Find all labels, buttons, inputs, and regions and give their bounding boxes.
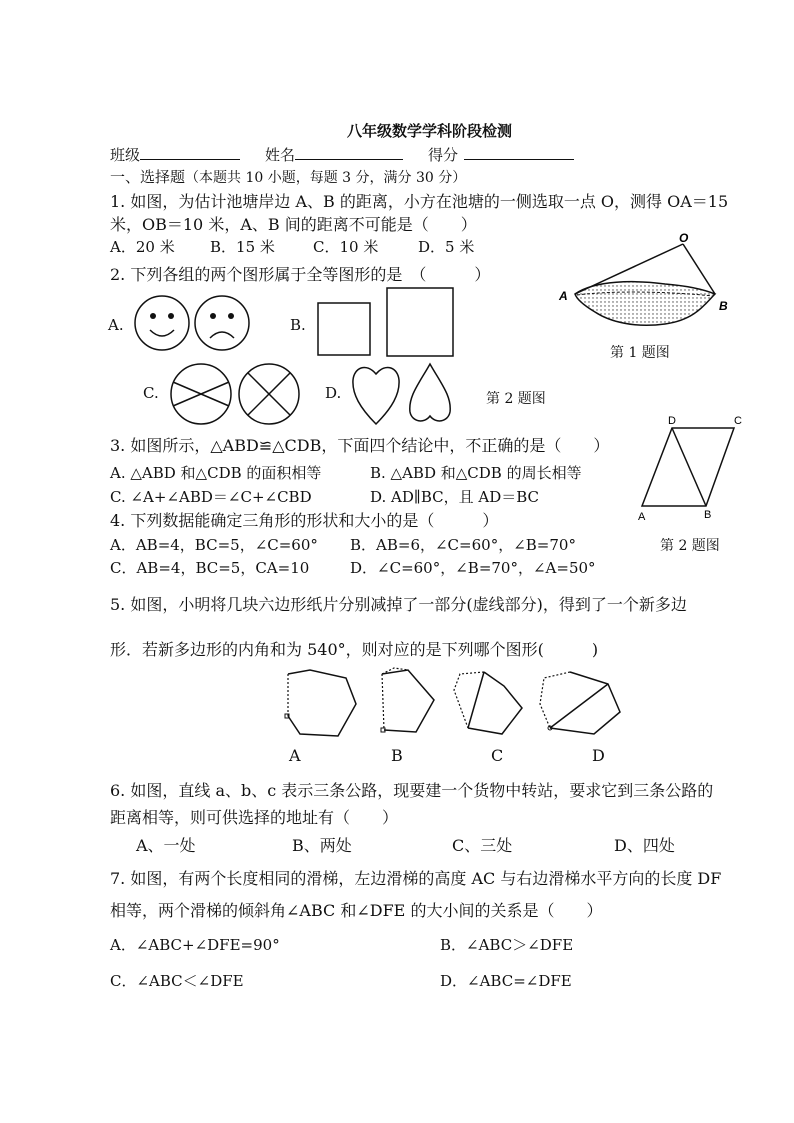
q5-label-b: B — [391, 746, 403, 765]
q1-option-a: A．20 米 — [110, 238, 175, 256]
q1-line1: 1. 如图，为估计池塘岸边 A、B 的距离，小方在池塘的一侧选取一点 O，测得 OA＝15 — [110, 192, 729, 211]
q2-label-c: C. — [143, 384, 159, 402]
point-a-label: A — [638, 511, 646, 523]
small-square — [318, 303, 370, 355]
q1-option-c: C．10 米 — [313, 238, 379, 256]
q7-option-c: C．∠ABC＜∠DFE — [110, 972, 244, 990]
section-heading — [110, 166, 466, 187]
q2-option-d-hearts — [350, 358, 460, 430]
q3-figure-caption: 第 2 题图 — [660, 538, 720, 554]
q2-figure-caption: 第 2 题图 — [486, 391, 546, 407]
class-blank — [140, 147, 240, 160]
point-d-label: D — [668, 415, 676, 427]
q2-stem: 2. 下列各组的两个图形属于全等图形的是 （ ） — [110, 265, 491, 284]
q2-option-a-faces — [130, 290, 240, 358]
page-title: 八年级数学学科阶段检测 — [347, 122, 513, 140]
heart-icon — [353, 367, 399, 424]
name-field — [265, 144, 403, 165]
q2-option-b-squares — [315, 285, 460, 360]
q3-option-d: D. AD∥BC，且 AD＝BC — [370, 488, 539, 506]
q5-label-d: D — [592, 746, 605, 765]
class-label: 班级 — [110, 146, 141, 164]
q7-option-d: D．∠ABC=∠DFE — [440, 972, 572, 990]
section-title: 一、选择题 — [110, 168, 186, 186]
q4-stem: 4. 下列数据能确定三角形的形状和大小的是（ ） — [110, 511, 499, 530]
q7-line2: 相等，两个滑梯的倾斜角∠ABC 和∠DFE 的大小间的关系是（ ） — [110, 901, 603, 920]
q4-option-c: C．AB=4，BC=5，CA=10 — [110, 559, 310, 577]
q3-option-b: B. △ABD 和△CDB 的周长相等 — [370, 464, 582, 482]
q6-line1: 6. 如图，直线 a、b、c 表示三条公路，现要建一个货物中转站，要求它到三条公路的 — [110, 781, 714, 800]
q4-option-b: B．AB=6，∠C=60°，∠B=70° — [350, 536, 576, 554]
q2-label-a: A. — [108, 316, 124, 334]
point-c-label: C — [734, 415, 742, 427]
q5-line2: 形．若新多边形的内角和为 540°，则对应的是下列哪个图形( ) — [110, 640, 599, 659]
q3-stem: 3. 如图所示，△ABD≌△CDB，下面四个结论中，不正确的是（ ） — [110, 436, 610, 455]
class-field — [110, 144, 240, 165]
q1-option-d: D．5 米 — [418, 238, 475, 256]
q4-option-a: A．AB=4，BC=5，∠C=60° — [110, 536, 318, 554]
q5-figure-d — [540, 672, 620, 734]
smile-face-icon — [135, 296, 189, 350]
score-blank — [464, 147, 574, 160]
point-a-label: A — [559, 289, 568, 303]
score-field — [428, 144, 574, 165]
inverted-heart-icon — [410, 364, 450, 421]
score-label: 得分 — [428, 146, 459, 164]
pond-shape — [575, 282, 715, 326]
name-blank — [295, 147, 403, 160]
point-o-label: O — [679, 231, 689, 245]
q1-option-b: B．15 米 — [210, 238, 275, 256]
q2-label-d: D. — [325, 384, 342, 402]
q1-pond-figure — [555, 232, 735, 337]
q5-figure-c — [454, 672, 522, 734]
diagonal-bd — [672, 428, 706, 506]
q1-figure-caption: 第 1 题图 — [610, 345, 670, 361]
point-b-label: B — [719, 299, 728, 313]
q3-option-c: C. ∠A+∠ABD＝∠C+∠CBD — [110, 488, 312, 506]
q4-option-d: D．∠C=60°，∠B=70°，∠A=50° — [350, 559, 596, 577]
q5-figure-a — [285, 670, 356, 736]
sad-face-icon — [195, 296, 249, 350]
q6-option-d: D、四处 — [614, 836, 675, 855]
q7-option-a: A．∠ABC+∠DFE=90° — [110, 936, 280, 954]
q2-option-c-circles — [165, 360, 305, 428]
q6-option-c: C、三处 — [452, 836, 513, 855]
q5-figure-b — [381, 668, 434, 732]
q3-option-a: A. △ABD 和△CDB 的面积相等 — [110, 464, 322, 482]
large-square — [387, 288, 453, 356]
q6-option-a: A、一处 — [136, 836, 196, 855]
name-label: 姓名 — [265, 146, 296, 164]
q5-label-c: C — [491, 746, 504, 765]
q7-option-b: B．∠ABC＞∠DFE — [440, 936, 574, 954]
q2-label-b: B. — [290, 316, 306, 334]
q6-option-b: B、两处 — [292, 836, 352, 855]
section-note: （本题共 10 小题，每题 3 分，满分 30 分） — [185, 170, 467, 186]
q5-hexagon-figures — [276, 664, 621, 744]
q5-label-a: A — [289, 746, 301, 765]
q1-line2: 米，OB＝10 米，A、B 间的距离不可能是（ ） — [110, 215, 477, 234]
q5-line1: 5. 如图，小明将几块六边形纸片分别减掉了一部分(虚线部分)，得到了一个新多边 — [110, 595, 687, 614]
q6-line2: 距离相等，则可供选择的地址有（ ） — [110, 808, 399, 827]
q3-parallelogram-figure — [630, 412, 745, 524]
point-b-label: B — [704, 509, 712, 521]
q7-line1: 7. 如图，有两个长度相同的滑梯，左边滑梯的高度 AC 与右边滑梯水平方向的长度 DF — [110, 869, 722, 888]
